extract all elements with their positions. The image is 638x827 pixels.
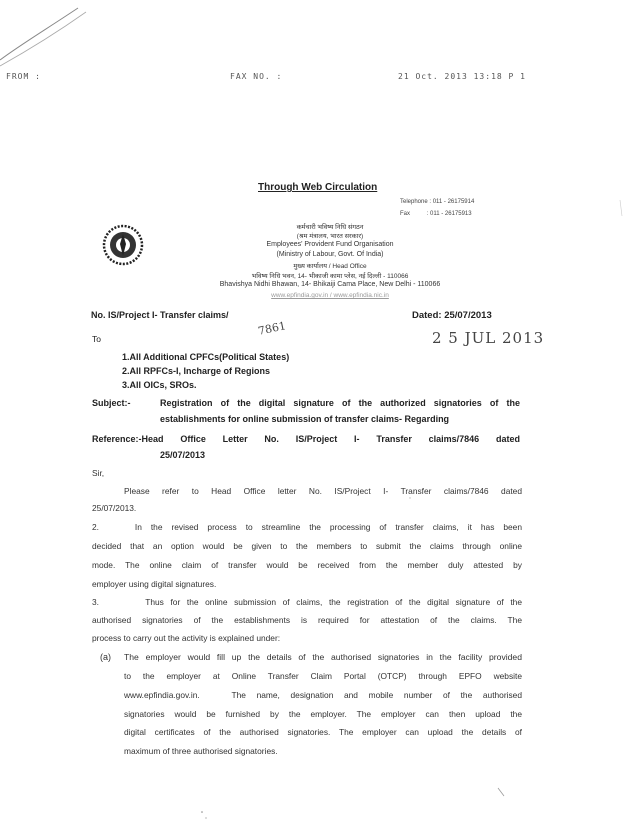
para-3-line-2: authorised signatories of the establishments is required for attestation of the claims. The — [92, 615, 522, 625]
para-3-line-1: 3. Thus for the online submission of claims, the registration of the digital signature of the — [92, 597, 522, 607]
fax-from: FROM : — [6, 72, 41, 81]
recipient-3: 3.All OICs, SROs. — [122, 380, 197, 390]
item-a-line-5: digital certificates of the authorised signatories. The employer can upload the details of — [124, 727, 522, 737]
org-ministry: (Ministry of Labour, Govt. Of India) — [276, 251, 384, 258]
org-address: Bhavishya Nidhi Bhawan, 14- Bhikaiji Cama Place, New Delhi - 110066 — [219, 281, 441, 288]
letter-number: No. IS/Project I- Transfer claims/ — [91, 310, 229, 320]
item-a-line-2: to the employer at Online Transfer Claim Portal (OTCP) through EPFO website — [124, 671, 522, 681]
org-name: Employees' Provident Fund Organisation — [266, 241, 394, 248]
received-date-stamp: 2 5 JUL 2013 — [432, 329, 545, 347]
org-hindi-name: कर्मचारी भविष्य निधि संगठन — [296, 224, 364, 231]
item-a-line-4: signatories would be furnished by the employer. The employer can then upload the — [124, 709, 522, 719]
para-2-line-4: employer using digital signatures. — [92, 579, 217, 589]
recipient-2: 2.All RPFCs-I, Incharge of Regions — [122, 366, 271, 376]
subject-line-1: Registration of the digital signature of the authorized signatories of the — [160, 398, 520, 408]
para-2-line-2: decided that an option would be given to the members to submit the claims through online — [92, 541, 522, 551]
org-hindi-address: भविष्य निधि भवन, 14- भीकाजी कामा प्लेस, नई दिल्ली - 110066 — [251, 273, 409, 280]
subject-line-2: establishments for online submission of transfer claims- Regarding — [160, 414, 450, 424]
item-a-line-3: www.epfindia.gov.in. The name, designation and mobile number of the authorised — [124, 690, 522, 700]
reference-line-2: 25/07/2013 — [160, 450, 206, 460]
fax-datetime: 21 Oct. 2013 13:18 P 1 — [398, 72, 526, 81]
para-1-line-2: 25/07/2013. — [92, 503, 137, 513]
subject-label: Subject:- — [92, 398, 131, 408]
fax-number-contact: Fax : 011 - 26175913 — [400, 211, 472, 217]
para-2-line-1: 2. In the revised process to streamline the processing of transfer claims, it has been — [92, 522, 522, 532]
telephone: Telephone : 011 - 26175914 — [400, 199, 475, 205]
org-website: www.epfindia.gov.in / www.epfindia.nic.in — [271, 292, 389, 299]
fax-number: FAX NO. : — [230, 72, 283, 81]
para-3-line-3: process to carry out the activity is explained under: — [92, 633, 281, 643]
org-hindi-ministry: (श्रम मंत्रालय, भारत सरकार) — [296, 233, 364, 240]
handwritten-letter-number: 7861 — [256, 319, 288, 338]
to-label: To — [92, 334, 101, 344]
para-1-line-1: Please refer to Head Office letter No. IS/Project I- Transfer claims/7846 dated — [124, 486, 522, 496]
salutation: Sir, — [92, 468, 105, 478]
item-a-line-6: maximum of three authorised signatories. — [124, 746, 278, 756]
org-office: मुख्य कार्यालय / Head Office — [293, 263, 367, 270]
reference-line-1: Reference:-Head Office Letter No. IS/Project I- Transfer claims/7846 dated — [92, 434, 520, 444]
item-a-line-1: The employer would fill up the details of the authorised signatories in the facility provided — [124, 652, 522, 662]
para-2-line-3: mode. The online claim of transfer would be received from the member duly attested by — [92, 560, 522, 570]
item-a-label: (a) — [100, 652, 111, 662]
letter-date: Dated: 25/07/2013 — [412, 310, 492, 321]
recipient-1: 1.All Additional CPFCs(Political States) — [122, 352, 290, 362]
circulation-title: Through Web Circulation — [258, 182, 378, 193]
